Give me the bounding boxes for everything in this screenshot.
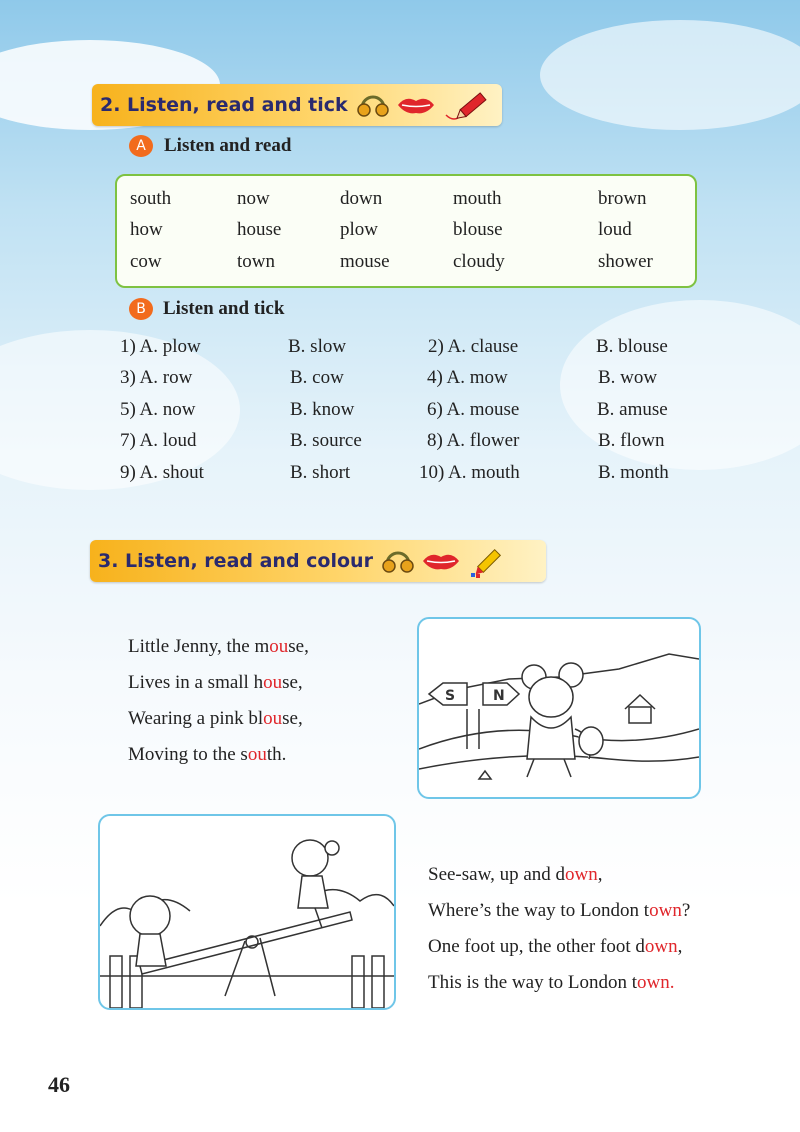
tick-option-a[interactable]: 3) A. row [120,367,193,388]
poem-line [128,708,303,730]
section-3-banner [90,540,546,582]
lips-icon [396,93,436,117]
poem-highlight: ou [263,672,283,693]
part-b-badge: B [129,298,153,320]
word: loud [598,219,632,240]
tick-option-b[interactable]: B. amuse [597,399,668,420]
tick-option-b[interactable]: B. short [290,462,351,483]
poem-line [428,936,682,958]
mouse-picture-frame [417,617,701,799]
word: mouse [340,251,390,272]
part-a-badge: A [129,135,153,157]
word: town [237,251,275,272]
part-b-title: Listen and tick [163,298,285,319]
mouse-illustration [419,619,699,797]
tick-option-a[interactable]: 1) A. plow [120,336,201,357]
poem-text: Little Jenny, the m [128,636,270,657]
word: brown [598,188,647,209]
word: mouth [453,188,502,209]
poem-text: , [597,864,603,885]
cloud [560,300,800,470]
tick-option-a[interactable]: 6) A. mouse [427,399,520,420]
poem-text: ? [681,900,691,921]
lips-icon [421,549,461,573]
poem-line [428,972,674,994]
poem-highlight: own [644,936,678,957]
tick-option-a[interactable]: 4) A. mow [427,367,508,388]
seesaw-picture-frame [98,814,396,1010]
cloud [540,20,800,130]
poem-highlight: ou [247,744,267,765]
poem-text: Moving to the s [128,744,248,765]
poem-highlight: own [649,900,682,921]
poem-text: , [677,936,683,957]
word: down [340,188,383,209]
sign-label-n: N [493,688,505,704]
word: plow [340,219,378,240]
word: blouse [453,219,503,240]
tick-option-a[interactable]: 7) A. loud [120,430,197,451]
tick-option-a[interactable]: 8) A. flower [427,430,520,451]
mouse-figure [522,663,603,777]
poem-text: Lives in a small h [128,672,264,693]
poem-line [128,672,303,694]
poem-line [128,636,309,658]
section-3-title: 3. Listen, read and colour [98,550,373,572]
poem-highlight: ou [269,636,289,657]
poem-highlight: own [565,864,598,885]
headphones-icon [356,88,390,122]
tick-option-b[interactable]: B. month [598,462,669,483]
girl-figure [292,840,339,928]
word: cow [130,251,162,272]
part-a-title: Listen and read [164,135,292,156]
tick-option-b[interactable]: B. know [290,399,355,420]
poem-highlight: ou [263,708,283,729]
section-2-title: 2. Listen, read and tick [100,94,348,116]
tick-option-a[interactable]: 5) A. now [120,399,196,420]
word: south [130,188,172,209]
pencil-icon [442,85,492,125]
poem-text: One foot up, the other foot d [428,936,645,957]
section-2-banner [92,84,502,126]
tick-option-a[interactable]: 9) A. shout [120,462,204,483]
tick-option-a[interactable]: 10) A. mouth [419,462,520,483]
headphones-icon [381,544,415,578]
word-list-box [115,174,697,288]
crayon-icon [467,541,511,581]
poem-text: Wearing a pink bl [128,708,264,729]
poem-text: th. [266,744,287,765]
poem-text: se, [282,708,303,729]
word: shower [598,251,653,272]
tick-option-b[interactable]: B. wow [598,367,658,388]
tick-option-b[interactable]: B. flown [598,430,665,451]
word: how [130,219,163,240]
word: cloudy [453,251,505,272]
seesaw-illustration [100,816,394,1008]
poem-line [428,900,690,922]
tick-option-b[interactable]: B. slow [288,336,347,357]
poem-text: se, [288,636,309,657]
poem-text: This is the way to London t [428,972,637,993]
poem-highlight: own. [636,972,675,993]
poem-text: Where’s the way to London t [428,900,650,921]
poem-line [128,744,286,766]
tick-option-b[interactable]: B. cow [290,367,344,388]
poem-line [428,864,603,886]
word: house [237,219,282,240]
poem-text: See-saw, up and d [428,864,566,885]
page-number: 46 [48,1072,70,1097]
tick-option-a[interactable]: 2) A. clause [428,336,519,357]
poem-text: se, [282,672,303,693]
tick-option-b[interactable]: B. source [290,430,362,451]
sign-label-s: S [445,688,456,704]
word: now [237,188,270,209]
tick-option-b[interactable]: B. blouse [596,336,668,357]
